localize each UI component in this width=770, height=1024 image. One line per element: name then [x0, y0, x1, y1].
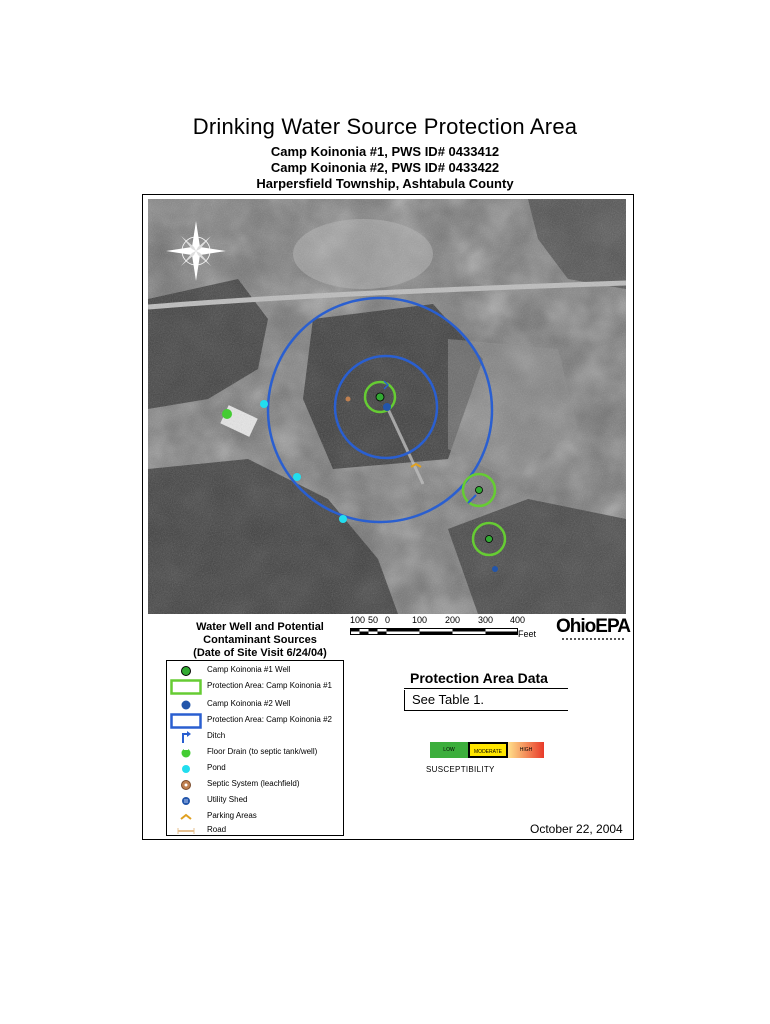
legend-label: Road [207, 825, 227, 834]
scale-tick-label: 0 [385, 615, 391, 625]
ditch-arrow-icon [170, 729, 202, 745]
legend-item [167, 793, 345, 809]
susceptibility-label: SUSCEPTIBILITY [426, 765, 495, 774]
scale-tick-label: 100 [412, 615, 428, 625]
susceptibility-high: HIGH [508, 742, 544, 758]
protection-area-title: Protection Area Data [410, 670, 548, 686]
logo-tagline [562, 638, 624, 643]
pond-icon[interactable] [293, 473, 301, 481]
legend-label: Camp Koinonia #1 Well [207, 665, 291, 674]
pond-dot-icon [170, 761, 202, 777]
scale-bar-graphic [350, 628, 518, 636]
scale-tick-label: 100 [350, 615, 366, 625]
protection-area-value: See Table 1. [412, 692, 485, 707]
well-1-icon[interactable] [376, 393, 384, 401]
legend-item [167, 745, 345, 761]
legend-item [167, 777, 345, 793]
utility-shed-icon [170, 793, 202, 809]
legend-label: Parking Areas [207, 811, 257, 820]
map-date: October 22, 2004 [530, 822, 623, 836]
legend-item [167, 823, 345, 839]
subtitle-line-2: Camp Koinonia #2, PWS ID# 0433422 [270, 160, 500, 175]
legend-item [167, 679, 345, 695]
protection-area-divider [404, 688, 568, 689]
legend-label: Protection Area: Camp Koinonia #1 [207, 681, 332, 690]
legend-label: Utility Shed [207, 795, 248, 804]
scale-unit: Feet [518, 629, 537, 639]
septic-icon [170, 777, 202, 793]
susceptibility-moderate: MODERATE [468, 742, 508, 758]
legend-label: Septic System (leachfield) [207, 779, 300, 788]
scale-tick-label: 200 [445, 615, 461, 625]
floor-drain-icon [170, 745, 202, 761]
legend-label: Ditch [207, 731, 226, 740]
legend-label: Camp Koinonia #2 Well [207, 699, 291, 708]
legend-label: Protection Area: Camp Koinonia #2 [207, 715, 332, 724]
utility-shed-icon[interactable] [492, 566, 498, 572]
susceptibility-scale [430, 742, 544, 758]
legend-item [167, 761, 345, 777]
well-2-icon[interactable] [383, 403, 391, 411]
aerial-map[interactable] [148, 199, 626, 614]
protection-area-box [404, 690, 568, 711]
logo-text: OhioEPA [556, 616, 630, 637]
well-1c-icon[interactable] [486, 536, 493, 543]
legend-item [167, 697, 345, 713]
legend [166, 660, 344, 836]
legend-item [167, 729, 345, 745]
ohio-epa-logo [556, 616, 630, 648]
floor-drain-icon[interactable] [222, 409, 232, 419]
scale-bar [348, 614, 540, 644]
pond-icon[interactable] [260, 400, 268, 408]
legend-title-line-3: (Date of Site Visit 6/24/04) [193, 647, 327, 659]
well-1b-icon[interactable] [476, 487, 483, 494]
scale-tick-label: 50 [368, 615, 379, 625]
green-outline-rect-icon [170, 679, 202, 695]
septic-icon[interactable] [346, 397, 351, 402]
legend-label: Pond [207, 763, 226, 772]
road-line-icon [170, 823, 202, 839]
scale-tick-label: 400 [510, 615, 526, 625]
blue-outline-rect-icon [170, 713, 202, 729]
legend-title-line-1: Water Well and Potential [196, 621, 324, 633]
legend-item [167, 713, 345, 729]
legend-item [167, 663, 345, 679]
legend-title-line-2: Contaminant Sources [203, 634, 317, 646]
green-dot-well-icon [170, 663, 202, 679]
pond-icon[interactable] [339, 515, 347, 523]
susceptibility-low: LOW [430, 742, 468, 758]
map-title: Drinking Water Source Protection Area [192, 114, 578, 139]
scale-tick-label: 300 [478, 615, 494, 625]
subtitle-line-3: Harpersfield Township, Ashtabula County [256, 176, 514, 191]
legend-label: Floor Drain (to septic tank/well) [207, 747, 318, 756]
subtitle-line-1: Camp Koinonia #1, PWS ID# 0433412 [270, 144, 500, 159]
blue-dot-well-icon [170, 697, 202, 713]
